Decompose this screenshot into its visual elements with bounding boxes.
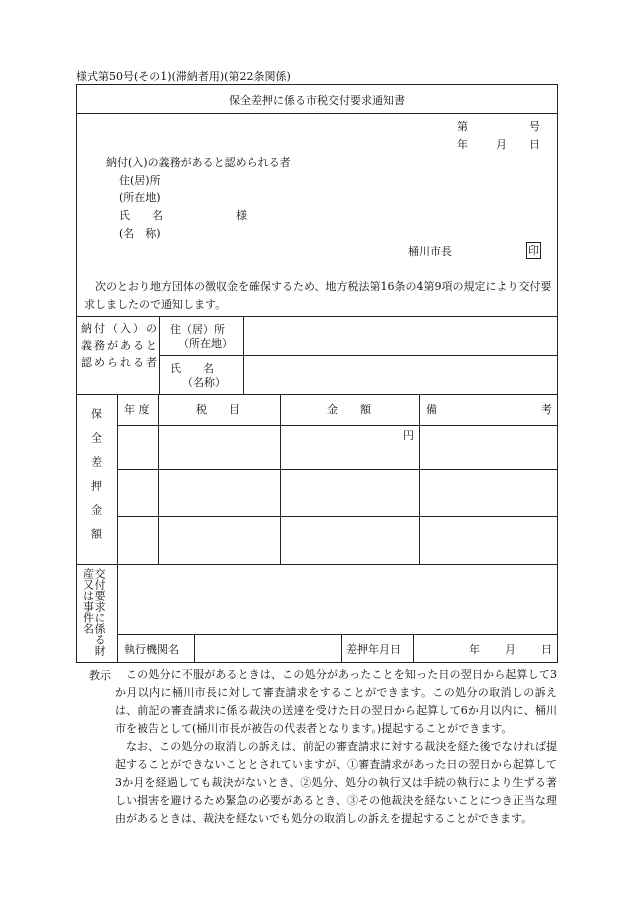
divider [117,564,118,663]
notice-para-2: なお、この処分の取消しの訴えは、前記の審査請求に対する裁決を経た後でなければ提起することができないこととされていますが、①審査請求があった日の翌日から起算して3か月を経過しても裁決がないとき、②処分、処分の執行又は手続の執行により生ずる著しい損害を避けるため緊急の必要があるとき、③その他裁決を経ないことにつき正当な理由があるときは、裁決を経ないでも処分の取消しの訴えを提起することができます。 [115,740,557,825]
number-suffix: 号 [529,120,540,133]
obligor-label: 納付(入)の義務があると認められる者 [106,156,291,169]
divider [117,634,558,635]
form-title: 保全差押に係る市税交付要求通知書 [229,94,405,107]
table-address-label: 住（居）所 [170,323,225,336]
col-note-2: 考 [541,403,552,416]
notice-para-1: この処分に不服があるときは、この処分があったことを知った日の翌日から起算して3か月以内に桶川市長に対して審査請求をすることができます。この処分の取消しの訴えは、前記の審査請求に係る裁決の送達を受けた日の翌日から起算して6か月以内に、桶川市を被告として(桶川市長が被告の代表者となります。)提起することができます。 [115,668,557,735]
notice-label: 教示 [89,669,111,682]
date-month: 月 [496,138,507,151]
seizure-date-month: 月 [505,643,516,656]
amount-section-label: 保全差押金額 [89,408,103,552]
seizure-date-year: 年 [469,643,480,656]
number-label: 第 [457,120,468,133]
issuer: 桶川市長 [408,245,452,258]
table-name-label: 氏 名 [170,362,214,375]
col-tax: 税 目 [196,403,240,416]
col-note-1: 備 [426,403,437,416]
date-year: 年 [457,138,468,151]
seizure-date-label: 差押年月日 [346,643,401,656]
address-label: 住(居)所 [119,174,161,187]
divider [280,394,281,564]
divider [419,394,420,564]
divider [158,394,159,564]
table-address-sub: （所在地） [178,337,233,350]
divider [76,113,558,114]
body-text: 次のとおり地方団体の徴収金を確保するため、地方税法第16条の4第9項の規定により交付要求しましたので通知します。 [84,280,552,311]
divider [159,355,558,356]
col-amount: 金 額 [327,403,371,416]
obligor-section-label: 納付（入）の義務があると認められる者 [81,322,157,369]
divider [76,394,558,395]
divider [76,564,558,565]
date-day: 日 [529,138,540,151]
divider [413,634,414,663]
seal-stamp: 印 [528,244,539,257]
col-year: 年 度 [124,403,150,416]
seizure-date-day: 日 [541,643,552,656]
name-label: 氏 名 [119,209,163,222]
yen-unit: 円 [403,429,414,442]
form-id: 様式第50号(その1)(滞納者用)(第22条関係) [76,70,291,83]
divider [117,469,558,470]
property-section-label: 交付要求に係る財産又は事件名 [81,568,107,656]
location-label: (所在地) [119,191,161,204]
honorific: 様 [236,209,247,222]
divider [194,634,195,663]
divider [76,316,558,317]
divider [341,634,342,663]
corp-name-label: (名 称) [119,227,161,240]
table-name-sub: （名称） [182,376,226,389]
divider [117,516,558,517]
form-frame [76,84,558,663]
divider [117,425,558,426]
executor-label: 執行機関名 [124,643,179,656]
divider [117,394,118,564]
